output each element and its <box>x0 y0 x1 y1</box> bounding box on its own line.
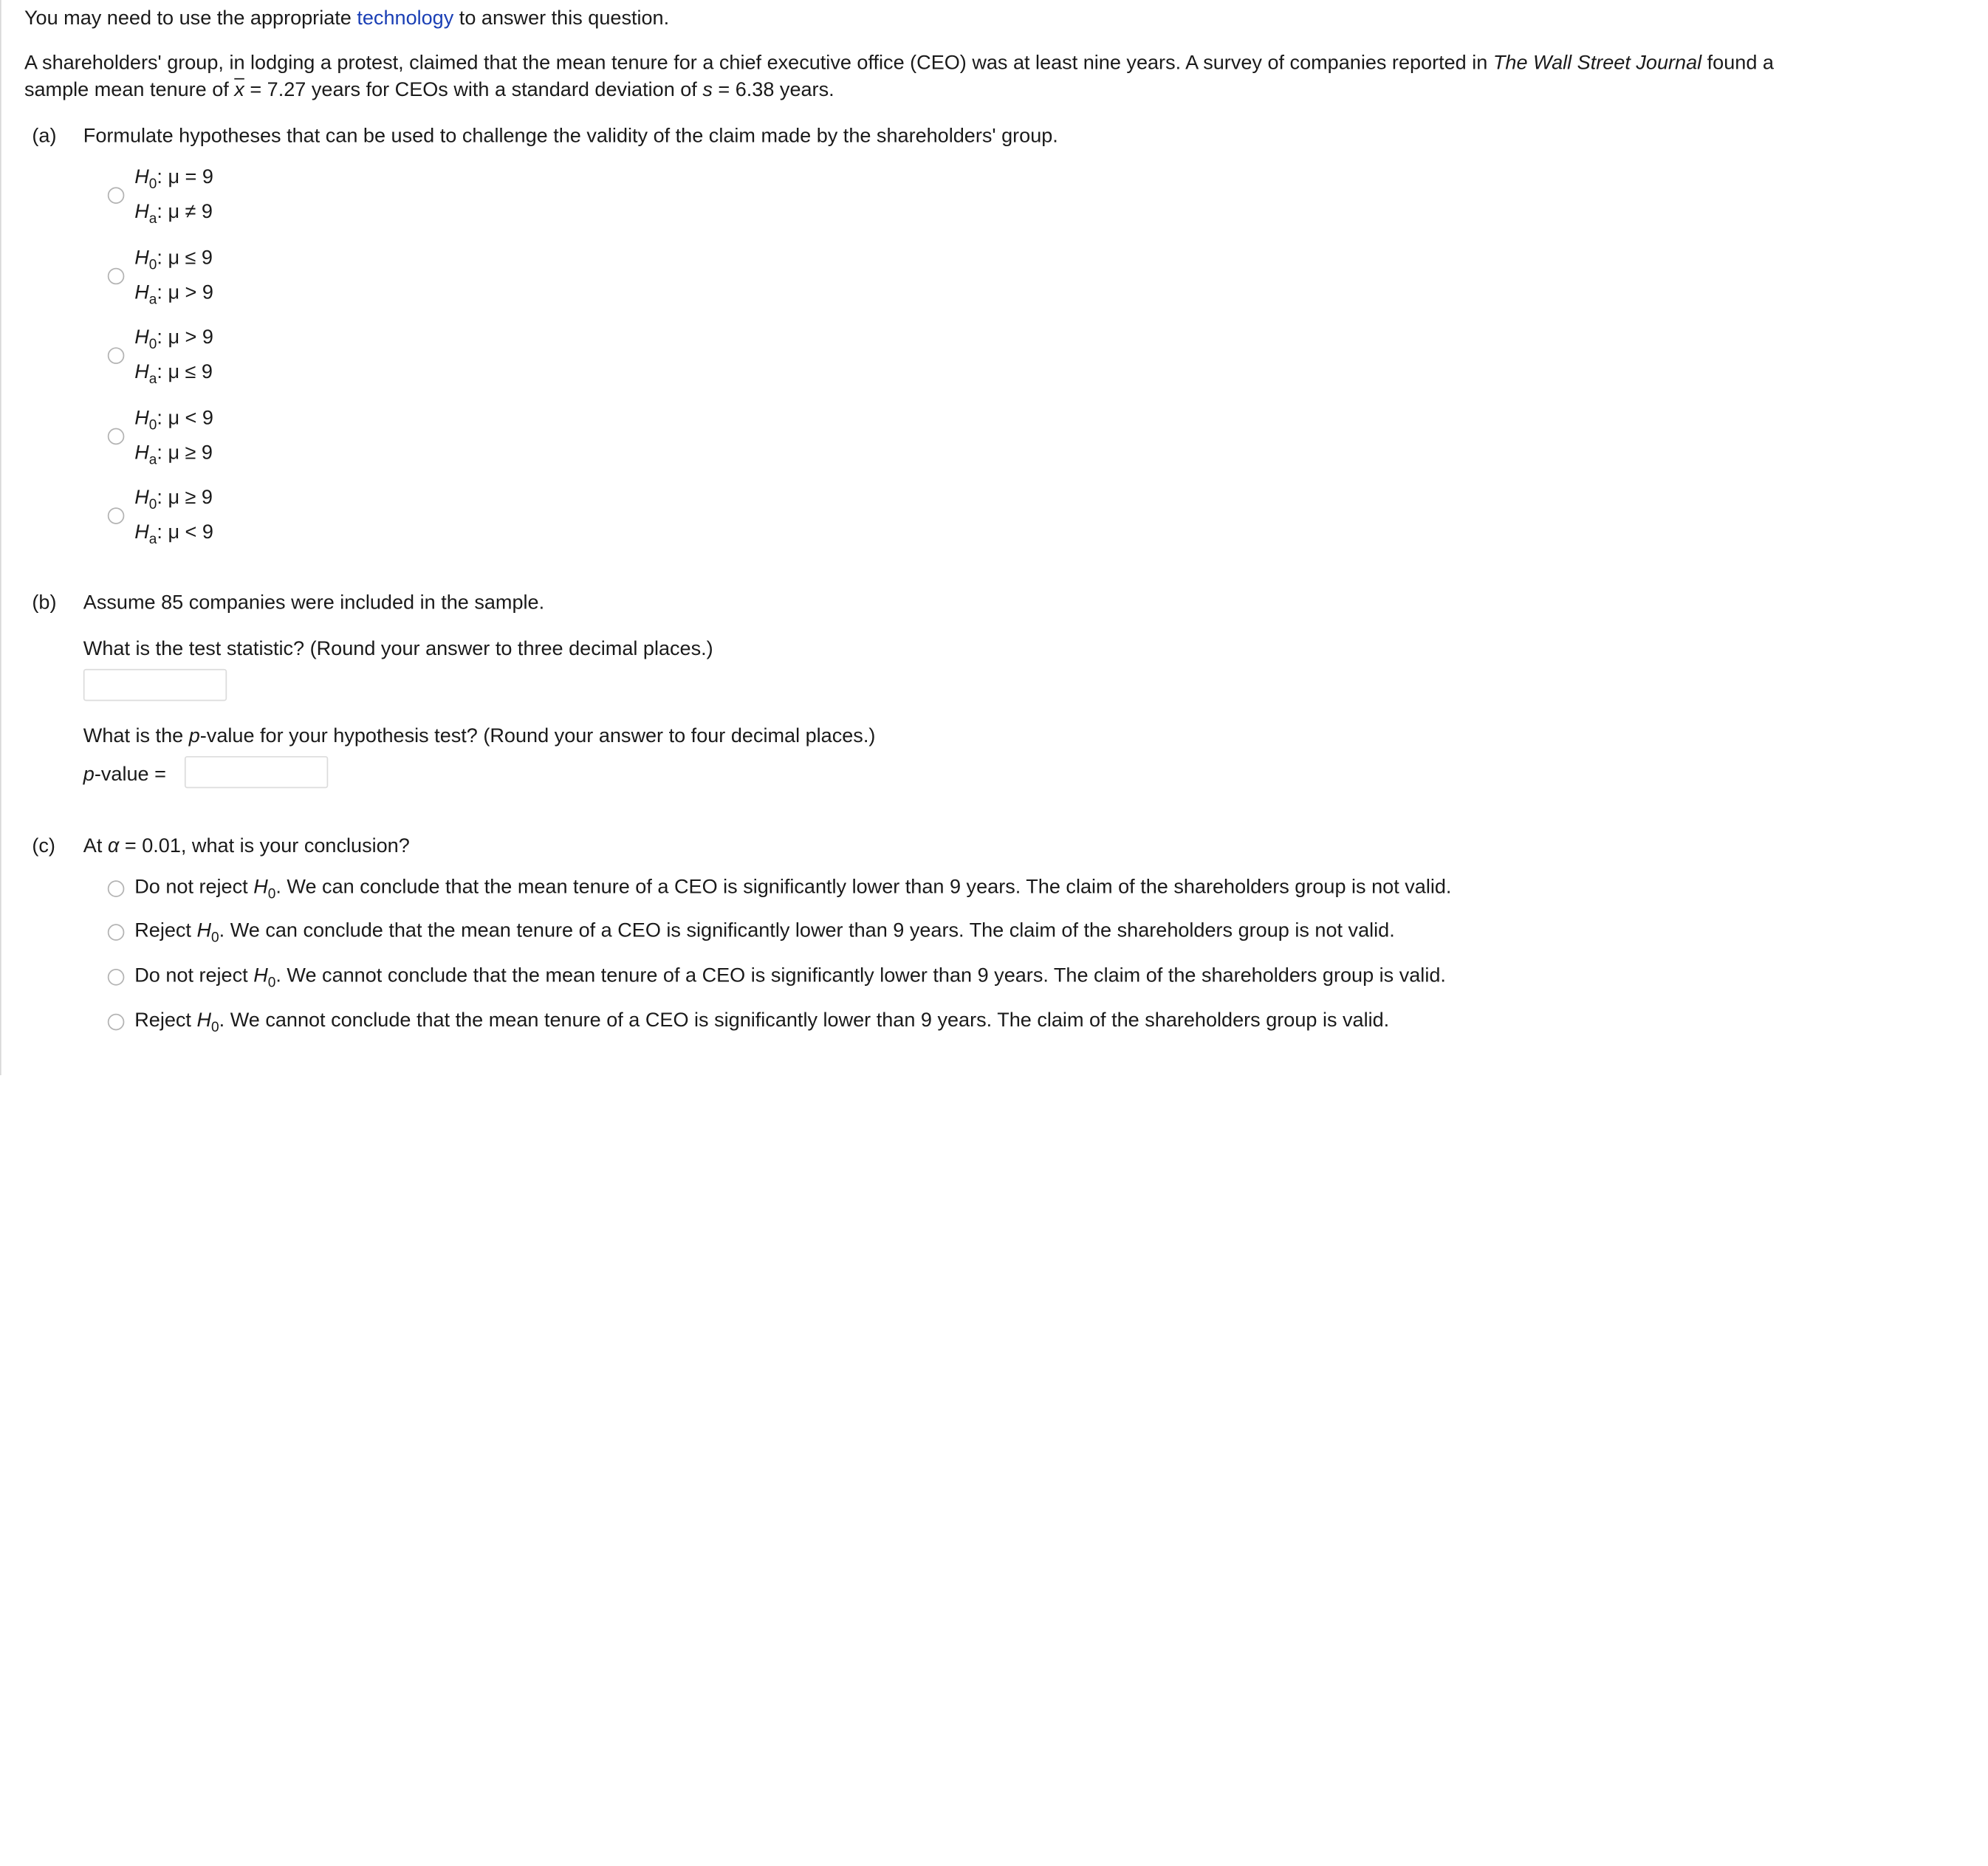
part-a-label: (a) <box>32 126 57 148</box>
hypothesis-option-1-h0: $H_0$: μ = 9 <box>134 166 213 193</box>
hypothesis-option-2-radio[interactable] <box>108 268 125 285</box>
part-c-label: (c) <box>32 835 55 858</box>
hypothesis-option-3-h0: $H_0$: μ > 9 <box>134 326 213 353</box>
problem-line-1 <box>24 50 1979 77</box>
problem-text-1a: A shareholders' group, in lodging a protest, claimed that the mean tenure for a chief executive office (CEO) was at least nine years. A survey of companies reported in <box>24 52 1493 75</box>
pvalue-input[interactable] <box>185 756 328 788</box>
conclusion-option-2-radio[interactable] <box>108 924 125 941</box>
problem-text-2a: sample mean tenure of <box>24 79 235 102</box>
problem-statement <box>24 50 1979 104</box>
intro-after: to answer this question. <box>453 7 670 30</box>
hypothesis-option-5-radio[interactable] <box>108 507 125 524</box>
part-b-text: Assume 85 companies were included in the sample. <box>83 591 545 614</box>
conclusion-option-3-radio[interactable] <box>108 969 125 986</box>
problem-text-2c: = 6.38 years. <box>712 79 834 102</box>
hypothesis-option-2-ha: $H_a$: μ > 9 <box>134 281 213 308</box>
hypothesis-option-3-ha: $H_a$: μ ≤ 9 <box>134 361 213 388</box>
conclusion-option-1-text: Do not reject $H_0$. We can conclude that the mean tenure of a CEO is significantly lower than 9 years. The claim of the shareholders group is not valid. <box>134 877 1452 902</box>
hypothesis-option-5-h0: $H_0$: μ ≥ 9 <box>134 487 213 513</box>
problem-text-2b: = 7.27 years for CEOs with a standard deviation of <box>244 79 703 102</box>
hypothesis-option-1-ha: $H_a$: μ ≠ 9 <box>134 201 213 227</box>
intro-text <box>24 5 669 32</box>
part-a-question: Formulate hypotheses that can be used to challenge the validity of the claim made by the shareholders' group. <box>83 126 1058 148</box>
conclusion-option-3-text: Do not reject $H_0$. We cannot conclude that the mean tenure of a CEO is significantly lower than 9 years. The claim of the shareholders group is valid. <box>134 964 1446 991</box>
intro-before: You may need to use the appropriate <box>24 7 357 30</box>
hypothesis-option-3-radio[interactable] <box>108 347 125 364</box>
hypothesis-option-1-radio[interactable] <box>108 187 125 204</box>
test-statistic-question: What is the test statistic? (Round your answer to three decimal places.) <box>83 638 713 660</box>
hypothesis-option-4-ha: $H_a$: μ ≥ 9 <box>134 442 213 468</box>
test-statistic-input[interactable] <box>83 669 227 701</box>
xbar-symbol: $\overline{x}$ <box>234 79 244 102</box>
problem-text-1b: found a <box>1701 52 1774 75</box>
conclusion-option-4-radio[interactable] <box>108 1014 125 1031</box>
conclusion-option-2-text: Reject $H_0$. We can conclude that the mean tenure of a CEO is significantly lower than 9 years. The claim of the shareholders group is not valid. <box>134 920 1395 946</box>
hypothesis-option-5-ha: $H_a$: μ < 9 <box>134 521 213 548</box>
conclusion-option-4-text: Reject $H_0$. We cannot conclude that the mean tenure of a CEO is significantly lower than 9 years. The claim of the shareholders group is valid. <box>134 1009 1390 1036</box>
pvalue-label: p-value = <box>83 764 166 786</box>
journal-name: The Wall Street Journal <box>1492 52 1702 75</box>
conclusion-option-1-radio[interactable] <box>108 880 125 897</box>
part-c-question: At α = 0.01, what is your conclusion? <box>83 835 410 858</box>
hypothesis-option-4-radio[interactable] <box>108 428 125 445</box>
technology-link[interactable]: technology <box>357 7 454 30</box>
hypothesis-option-4-h0: $H_0$: μ < 9 <box>134 407 213 433</box>
part-b-label: (b) <box>32 591 57 614</box>
hypothesis-option-2-h0: $H_0$: μ ≤ 9 <box>134 247 213 273</box>
problem-line-2 <box>24 77 1979 103</box>
s-symbol: s <box>702 79 713 102</box>
pvalue-question: What is the p-value for your hypothesis test? (Round your answer to four decimal places.) <box>83 725 876 747</box>
